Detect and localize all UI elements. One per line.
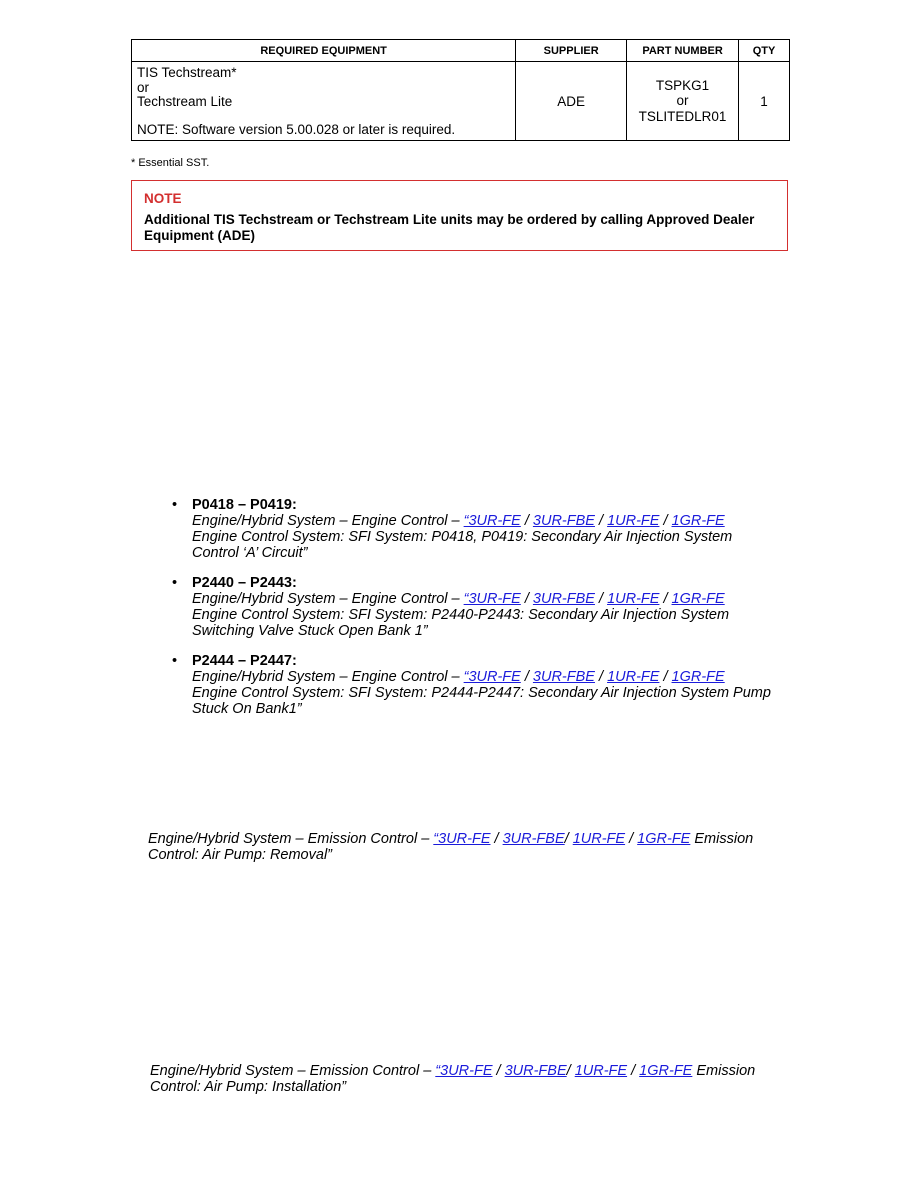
bullet: • — [172, 653, 178, 669]
table-header-row — [132, 40, 790, 62]
separator: / — [520, 591, 533, 607]
separator: / — [659, 669, 672, 685]
link-1ur-fe[interactable]: 1UR-FE — [607, 669, 660, 685]
link-1ur-fe[interactable]: 1UR-FE — [607, 591, 660, 607]
link-1gr-fe[interactable]: 1GR-FE — [671, 591, 725, 607]
link-1gr-fe[interactable]: 1GR-FE — [639, 1063, 693, 1079]
separator: / — [566, 1063, 575, 1079]
note-title: NOTE — [144, 191, 182, 206]
part-number-cell — [627, 62, 739, 141]
essential-sst-note: * Essential SST. — [131, 157, 210, 169]
separator: / — [659, 591, 672, 607]
equipment-cell — [132, 62, 516, 141]
dtc-code: P0418 – P0419: — [192, 497, 297, 513]
note-body: Additional TIS Techstream or Techstream Lite units may be ordered by calling Approved Dealer Equipment (ADE) — [144, 212, 755, 243]
equipment-alt-name: Techstream Lite — [137, 94, 233, 110]
table-row — [132, 62, 790, 141]
separator: / — [520, 669, 533, 685]
removal-path-prefix: Engine/Hybrid System – Emission Control – — [148, 831, 434, 847]
dtc-code: P2444 – P2447: — [192, 653, 297, 669]
link-1gr-fe[interactable]: 1GR-FE — [637, 831, 691, 847]
separator: / — [627, 1063, 640, 1079]
link-1gr-fe[interactable]: 1GR-FE — [671, 513, 725, 529]
installation-path-suffix: Emission Control: Air Pump: Installation” — [150, 1063, 756, 1096]
link-1ur-fe[interactable]: 1UR-FE — [574, 1063, 628, 1079]
air-pump-removal-reference — [148, 831, 788, 863]
part-number-alt: TSLITEDLR01 — [638, 108, 727, 124]
link-3ur-fbe[interactable]: 3UR-FBE — [502, 831, 565, 847]
link-1gr-fe[interactable]: 1GR-FE — [671, 669, 725, 685]
separator: / — [564, 831, 573, 847]
column-header-required-equipment: REQUIRED EQUIPMENT — [132, 40, 516, 62]
dtc-description — [192, 513, 772, 562]
dtc-code: P2440 – P2443: — [192, 575, 297, 591]
link-1ur-fe[interactable]: 1UR-FE — [572, 831, 626, 847]
link-3ur-fe[interactable]: “3UR-FE — [463, 669, 521, 685]
note-box — [131, 180, 788, 251]
separator: / — [625, 831, 638, 847]
link-3ur-fbe[interactable]: 3UR-FBE — [532, 591, 595, 607]
dtc-description — [192, 669, 772, 718]
link-3ur-fbe[interactable]: 3UR-FBE — [532, 513, 595, 529]
link-3ur-fe[interactable]: “3UR-FE — [463, 591, 521, 607]
bullet: • — [172, 497, 178, 513]
link-3ur-fe[interactable]: “3UR-FE — [433, 831, 491, 847]
dtc-path-prefix: Engine/Hybrid System – Engine Control – — [192, 591, 464, 607]
dtc-path-suffix: Engine Control System: SFI System: P0418, P0419: Secondary Air Injection System Control ‘A’ Circuit” — [192, 529, 733, 562]
separator: / — [594, 591, 608, 607]
link-3ur-fbe[interactable]: 3UR-FBE — [532, 669, 595, 685]
column-header-part-number: PART NUMBER — [627, 40, 739, 62]
link-1ur-fe[interactable]: 1UR-FE — [607, 513, 660, 529]
air-pump-installation-reference — [150, 1063, 790, 1095]
dtc-description — [192, 591, 772, 640]
software-version-note: NOTE: Software version 5.00.028 or later is required. — [137, 122, 456, 137]
dtc-path-prefix: Engine/Hybrid System – Engine Control – — [192, 669, 464, 685]
separator: / — [659, 513, 672, 529]
supplier-cell: ADE — [516, 62, 627, 141]
bullet: • — [172, 575, 178, 591]
separator: / — [594, 513, 608, 529]
removal-path-suffix: Emission Control: Air Pump: Removal” — [148, 831, 754, 864]
part-number: TSPKG1 — [655, 77, 710, 93]
qty-cell: 1 — [739, 62, 790, 141]
column-header-supplier: SUPPLIER — [516, 40, 627, 62]
equipment-name: TIS Techstream* — [137, 65, 237, 80]
link-3ur-fe[interactable]: “3UR-FE — [435, 1063, 493, 1079]
part-number-or: or — [676, 93, 689, 109]
dtc-path-suffix: Engine Control System: SFI System: P2444-P2447: Secondary Air Injection System Pump Stuck On Bank1” — [192, 685, 771, 718]
required-equipment-table — [131, 39, 790, 141]
link-3ur-fe[interactable]: “3UR-FE — [463, 513, 521, 529]
separator: / — [520, 513, 533, 529]
installation-path-prefix: Engine/Hybrid System – Emission Control – — [150, 1063, 436, 1079]
dtc-path-prefix: Engine/Hybrid System – Engine Control – — [192, 513, 464, 529]
dtc-path-suffix: Engine Control System: SFI System: P2440-P2443: Secondary Air Injection System Switching Valve Stuck Open Bank 1” — [192, 607, 730, 640]
column-header-qty: QTY — [739, 40, 790, 62]
separator: / — [594, 669, 608, 685]
separator: / — [492, 1063, 505, 1079]
equipment-or: or — [137, 79, 150, 95]
link-3ur-fbe[interactable]: 3UR-FBE — [504, 1063, 567, 1079]
separator: / — [490, 831, 503, 847]
